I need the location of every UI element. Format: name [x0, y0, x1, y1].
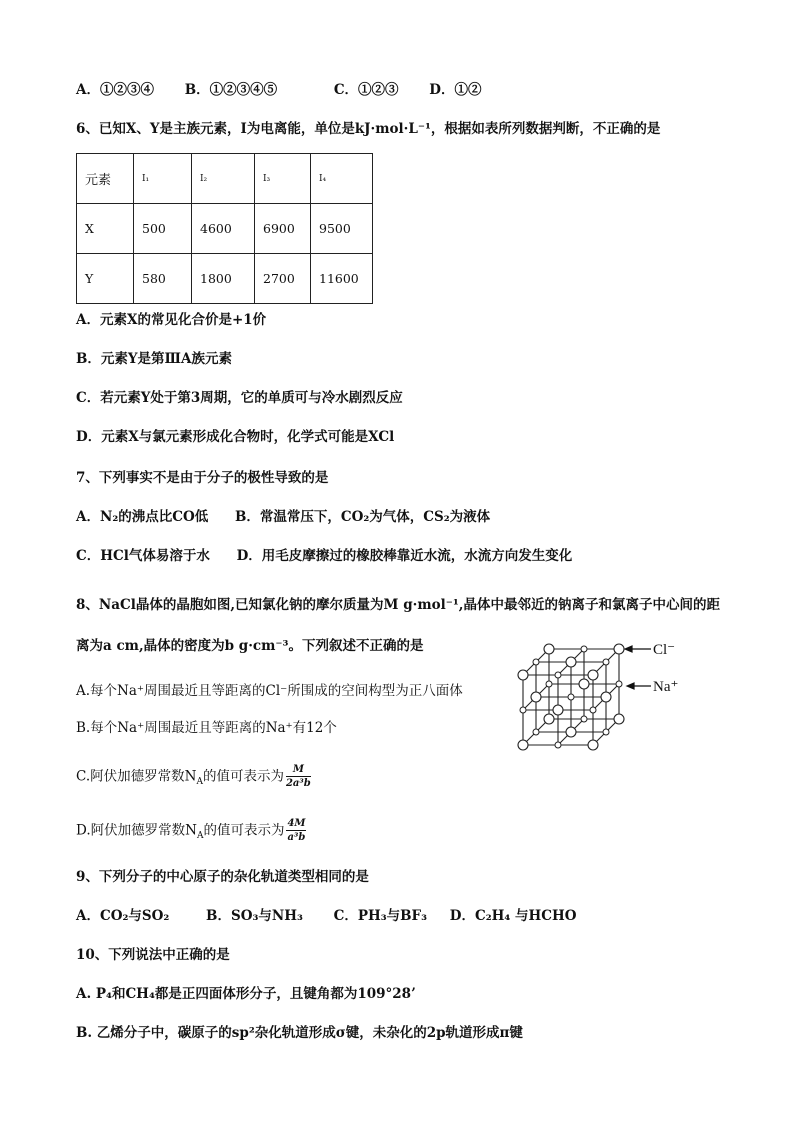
q7-option-d: D．用毛皮摩擦过的橡胶棒靠近水流，水流方向发生变化: [236, 548, 573, 564]
table-cell: 11600: [311, 254, 373, 304]
table-cell: 4600: [192, 204, 255, 254]
q6-option-d: D．元素X与氯元素形成化合物时，化学式可能是XCl: [76, 429, 395, 445]
q6-option-b: B．元素Y是第ⅢA族元素: [76, 351, 232, 367]
q7-options-row1: [76, 508, 490, 526]
q5-option-c: C．①②③: [333, 82, 399, 98]
q9-stem: 9、下列分子的中心原子的杂化轨道类型相同的是: [76, 869, 369, 885]
q10-option-a: A. P₄和CH₄都是正四面体形分子，且键角都为109°28’: [76, 986, 416, 1002]
table-header-row: [77, 154, 373, 204]
q10-stem: 10、下列说法中正确的是: [76, 947, 230, 963]
q9-option-c: C．PH₃与BF₃: [333, 908, 428, 924]
q8-option-c: C.阿伏加德罗常数$N_A$的值可表示为 $\frac{M}{\text{2a³b}}$: [76, 764, 311, 789]
table-cell: 500: [134, 204, 192, 254]
table-cell: 6900: [255, 204, 311, 254]
q6-stem: 6、已知X、Y是主族元素，I为电离能，单位是kJ·mol·L⁻¹，根据如表所列数据判断，不正确的是: [76, 121, 661, 137]
table-cell: Y: [77, 254, 134, 304]
table-cell: 1800: [192, 254, 255, 304]
q8-stem-line2: 离为a cm,晶体的密度为b g·cm⁻³。下列叙述不正确的是: [76, 638, 424, 654]
q6-option-a: A．元素X的常见化合价是+1价: [76, 312, 267, 328]
table-header-cell: I₃: [255, 154, 311, 204]
q9-option-b: B．SO₃与NH₃: [206, 908, 303, 924]
q9-options: [76, 907, 577, 925]
q8-stem-line1: 8、NaCl晶体的晶胞如图,已知氯化钠的摩尔质量为M g·mol⁻¹,晶体中最邻近的钠离子和氯离子中心间的距: [76, 597, 720, 613]
q7-option-c: C．HCl气体易溶于水: [76, 548, 210, 564]
q7-stem: 7、下列事实不是由于分子的极性导致的是: [76, 470, 329, 486]
table-row: [77, 204, 373, 254]
nacl-unit-cell-figure: [515, 637, 715, 757]
q10-option-b: B. 乙烯分子中，碳原子的sp²杂化轨道形成σ键，未杂化的2p轨道形成π键: [76, 1025, 523, 1041]
q8-option-b: B.每个Na⁺周围最近且等距离的Na⁺有12个: [76, 720, 337, 736]
q7-option-a: A．N₂的沸点比CO低: [76, 509, 209, 525]
q5-option-a: A．①②③④: [76, 82, 154, 98]
table-cell: X: [77, 204, 134, 254]
q5-option-b: B．①②③④⑤: [184, 82, 278, 98]
cl-ion-label: Cl⁻: [653, 642, 676, 658]
ionization-energy-table: [76, 153, 373, 304]
q7-option-b: B．常温常压下，CO₂为气体，CS₂为液体: [234, 509, 491, 525]
q9-option-a: A．CO₂与SO₂: [76, 908, 170, 924]
q7-options-row2: [76, 547, 572, 565]
table-header-cell: I₁: [134, 154, 192, 204]
q5-option-d: D．①②: [429, 82, 482, 98]
table-cell: 2700: [255, 254, 311, 304]
q5-options: [76, 81, 481, 99]
table-cell: 580: [134, 254, 192, 304]
table-header-cell: 元素: [77, 154, 134, 204]
table-row: [77, 254, 373, 304]
fraction: $\frac{M}{\text{2a³b}}$: [285, 764, 311, 789]
q8-option-a: A.每个Na⁺周围最近且等距离的Cl⁻所围成的空间构型为正八面体: [76, 683, 463, 699]
fraction: $\frac{4M}{\text{a³b}}$: [287, 818, 306, 843]
table-cell: 9500: [311, 204, 373, 254]
q9-option-d: D．C₂H₄ 与HCHO: [449, 908, 577, 924]
q8-option-d: D.阿伏加德罗常数$N_A$的值可表示为 $\frac{4M}{\text{a³b}}$: [76, 818, 306, 843]
na-ion-label: Na⁺: [653, 679, 679, 695]
q6-option-c: C．若元素Y处于第3周期，它的单质可与冷水剧烈反应: [76, 390, 403, 406]
table-header-cell: I₂: [192, 154, 255, 204]
table-header-cell: I₄: [311, 154, 373, 204]
